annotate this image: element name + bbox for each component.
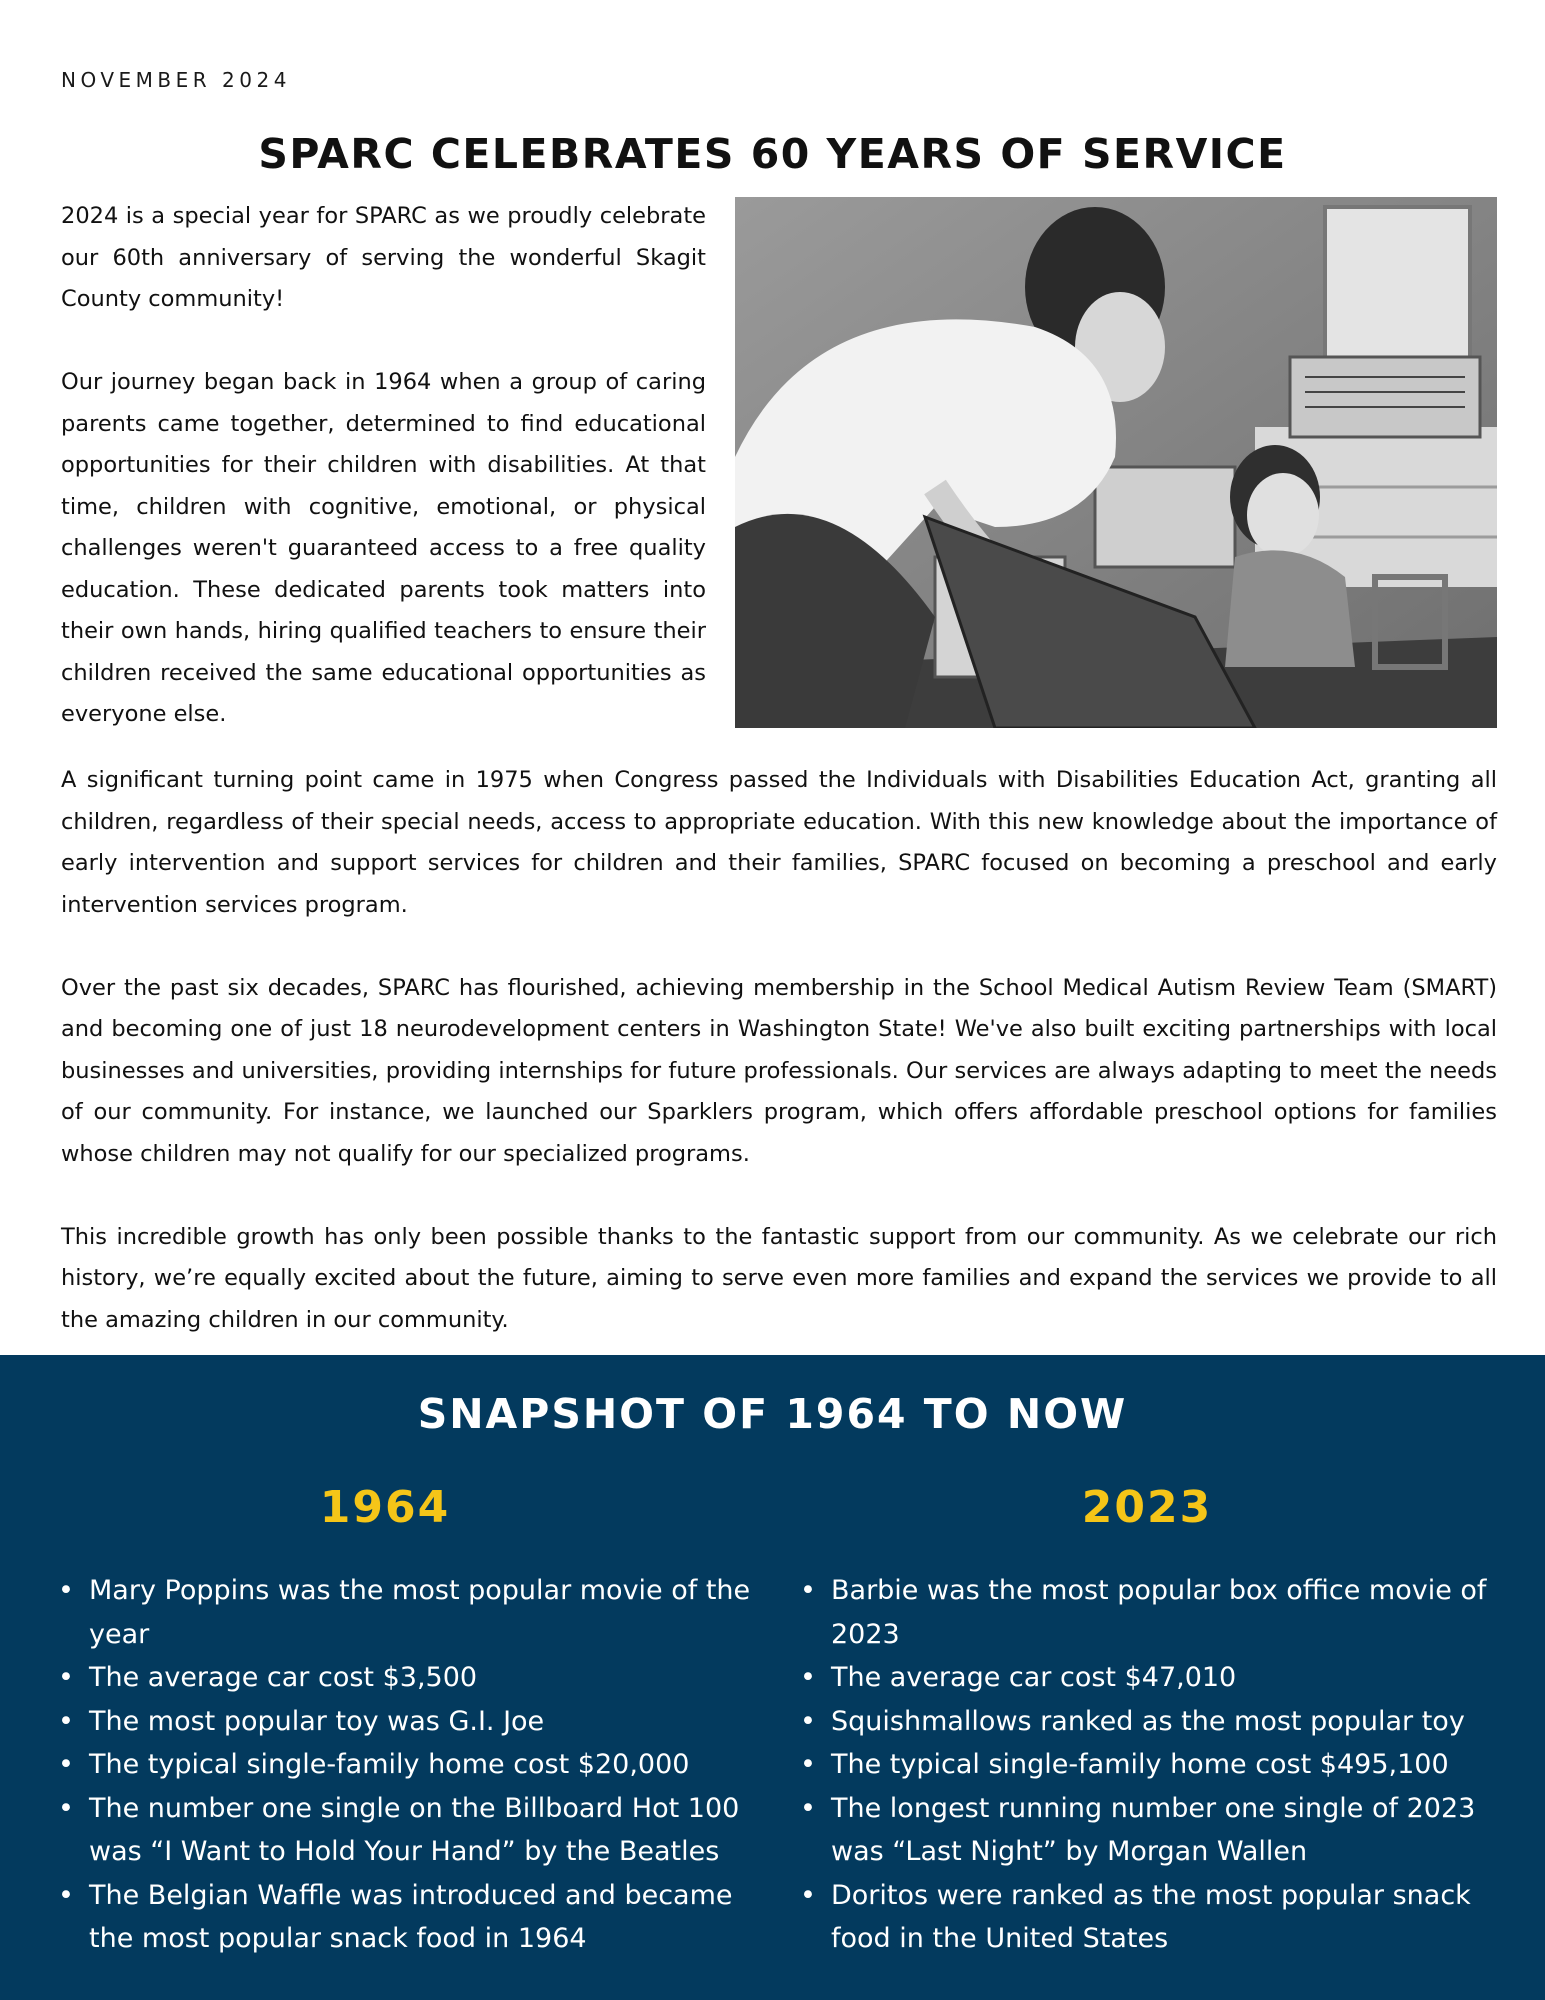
bullet-icon: • — [58, 1749, 74, 1780]
bullet-icon: • — [58, 1575, 74, 1606]
list-item — [58, 1656, 758, 1700]
bullet-icon: • — [800, 1749, 816, 1780]
list-item-text: The Belgian Waffle was introduced and became the most popular snack food in 1964 — [89, 1879, 733, 1954]
list-item-text: Squishmallows ranked as the most popular toy — [831, 1705, 1465, 1737]
bullet-icon: • — [800, 1705, 816, 1737]
list-item — [58, 1700, 758, 1744]
list-item — [58, 1787, 758, 1874]
body-paragraph: This incredible growth has only been possible thanks to the fantastic support from our community. As we celebrate our rich history, we’re equally excited about the future, aiming to serve even more families and expand the services we provide to all the amazing children in our community. — [61, 1223, 1497, 1333]
page-title: SPARC CELEBRATES 60 YEARS OF SERVICE — [258, 130, 1287, 178]
list-item — [800, 1700, 1510, 1744]
year-heading-1964: 1964 — [319, 1482, 451, 1533]
intro-paragraph: 2024 is a special year for SPARC as we proudly celebrate our 60th anniversary of serving the wonderful Skagit County community! — [61, 203, 706, 312]
list-item-text: The longest running number one single of 2023 was “Last Night” by Morgan Wallen — [831, 1792, 1476, 1867]
list-item-text: The typical single-family home cost $495,100 — [831, 1749, 1449, 1780]
bullet-icon: • — [58, 1879, 74, 1911]
list-item — [800, 1787, 1510, 1874]
list-item-text: Barbie was the most popular box office movie of 2023 — [831, 1575, 1487, 1650]
list-item — [800, 1569, 1510, 1656]
list-item — [58, 1569, 758, 1656]
list-1964 — [58, 1569, 758, 1961]
list-item-text: Doritos were ranked as the most popular snack food in the United States — [831, 1879, 1471, 1954]
list-item-text: The number one single on the Billboard Hot 100 was “I Want to Hold Your Hand” by the Beatles — [89, 1792, 740, 1867]
intro-paragraph: Our journey began back in 1964 when a group of caring parents came together, determined to find educational opportunities for their children with disabilities. At that time, children with cognitive, emotional, or physical challenges weren't guaranteed access to a free quality education. These dedicated parents took matters into their own hands, hiring qualified teachers to ensure their children received the same educational opportunities as everyone else. — [61, 369, 706, 727]
list-item-text: The most popular toy was G.I. Joe — [89, 1705, 545, 1737]
bullet-icon: • — [800, 1575, 816, 1606]
year-heading-2023: 2023 — [1081, 1482, 1213, 1533]
list-2023 — [800, 1569, 1510, 1961]
bullet-icon: • — [800, 1792, 816, 1824]
historical-photo — [735, 197, 1497, 728]
bullet-icon: • — [800, 1879, 816, 1911]
list-item-text: The typical single-family home cost $20,000 — [89, 1749, 690, 1780]
snapshot-title: SNAPSHOT OF 1964 TO NOW — [417, 1390, 1128, 1438]
list-item — [58, 1874, 758, 1961]
article-body — [61, 760, 1497, 1341]
bullet-icon: • — [58, 1792, 74, 1824]
bullet-icon: • — [58, 1662, 74, 1693]
list-item — [800, 1743, 1510, 1787]
body-paragraph: Over the past six decades, SPARC has flourished, achieving membership in the School Medical Autism Review Team (SMART) and becoming one of just 18 neurodevelopment centers in Washington State! We've also built exciting partnerships with local businesses and universities, providing internships for future professionals. Our services are always adapting to meet the needs of our community. For instance, we launched our Sparklers program, which offers affordable preschool options for families whose children may not qualify for our specialized programs. — [61, 974, 1497, 1167]
list-item — [58, 1743, 758, 1787]
intro-column — [61, 196, 706, 736]
list-item-text: The average car cost $3,500 — [89, 1662, 478, 1693]
list-item — [800, 1656, 1510, 1700]
photo-illustration — [735, 197, 1497, 728]
list-item-text: Mary Poppins was the most popular movie of the year — [89, 1575, 751, 1650]
snapshot-section — [0, 1355, 1545, 2000]
issue-date: NOVEMBER 2024 — [61, 68, 291, 92]
bullet-icon: • — [800, 1662, 816, 1693]
list-item-text: The average car cost $47,010 — [831, 1662, 1237, 1693]
bullet-icon: • — [58, 1705, 74, 1737]
list-item — [800, 1874, 1510, 1961]
body-paragraph: A significant turning point came in 1975 when Congress passed the Individuals with Disabilities Education Act, granting all children, regardless of their special needs, access to appropriate education. With this new knowledge about the importance of early intervention and support services for children and their families, SPARC focused on becoming a preschool and early intervention services program. — [61, 767, 1497, 918]
